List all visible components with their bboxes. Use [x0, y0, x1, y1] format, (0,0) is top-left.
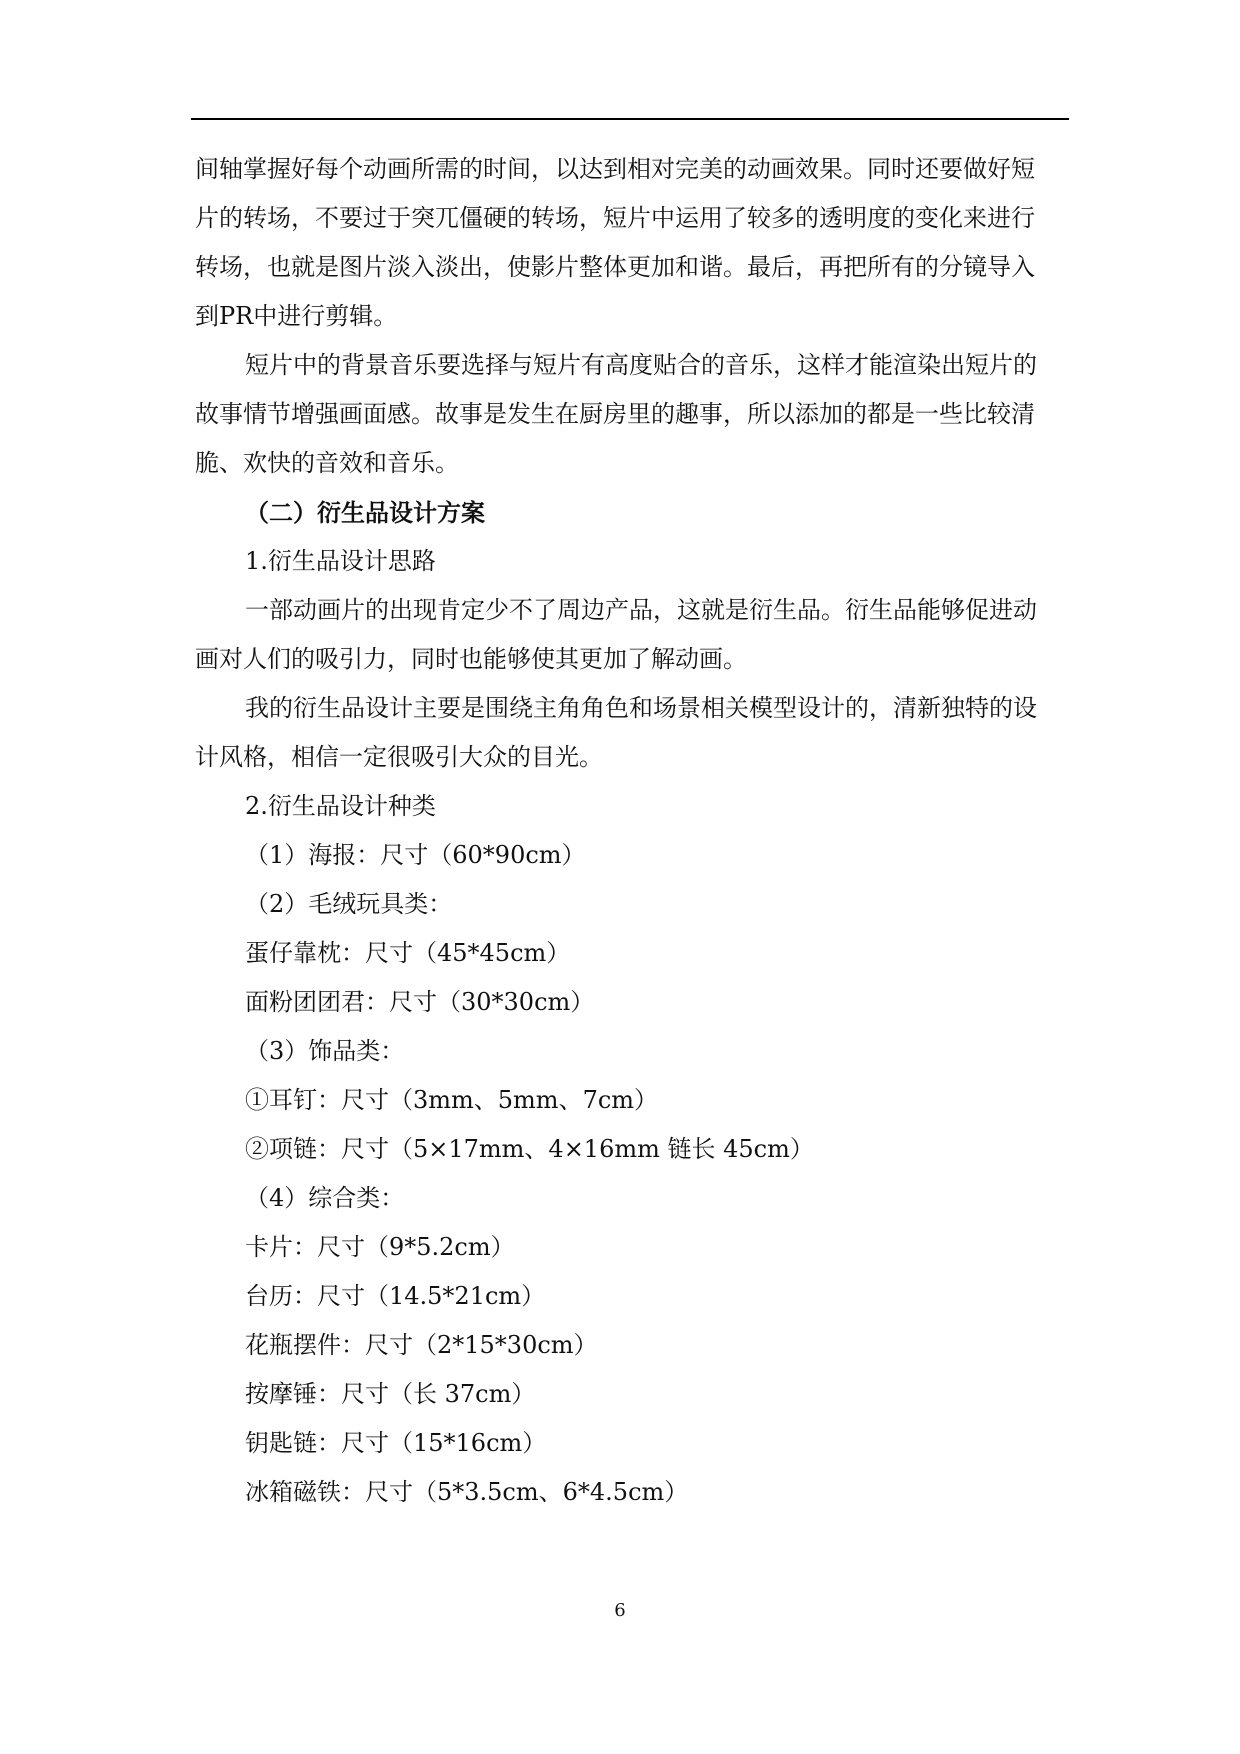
page-number: 6 — [614, 1600, 626, 1621]
list-item: （3）饰品类： — [245, 1037, 405, 1065]
list-item: 蛋仔靠枕：尺寸（45*45cm） — [245, 939, 571, 967]
body-line: 脆、欢快的音效和音乐。 — [195, 449, 459, 477]
section-heading: （二）衍生品设计方案 — [245, 498, 485, 527]
body-line: 片的转场，不要过于突兀僵硬的转场，短片中运用了较多的透明度的变化来进行 — [195, 204, 1035, 232]
list-item: （2）毛绒玩具类： — [245, 890, 453, 918]
page-body — [195, 145, 1075, 1517]
list-item: （4）综合类： — [245, 1184, 405, 1212]
list-item: 冰箱磁铁：尺寸（5*3.5cm、6*4.5cm） — [245, 1478, 689, 1506]
header-rule — [191, 118, 1069, 120]
list-item: 花瓶摆件：尺寸（2*15*30cm） — [245, 1331, 598, 1359]
list-item: 钥匙链：尺寸（15*16cm） — [245, 1429, 547, 1457]
list-item: 面粉团团君：尺寸（30*30cm） — [245, 988, 595, 1016]
list-item: 台历：尺寸（14.5*21cm） — [245, 1282, 546, 1310]
list-item: 按摩锤：尺寸（长 37cm） — [245, 1380, 536, 1408]
body-line: 一部动画片的出现肯定少不了周边产品，这就是衍生品。衍生品能够促进动 — [245, 596, 1037, 624]
body-line: 转场，也就是图片淡入淡出，使影片整体更加和谐。最后，再把所有的分镜导入 — [195, 253, 1035, 281]
list-item: ①耳钉：尺寸（3mm、5mm、7cm） — [245, 1086, 659, 1114]
subsection-title: 1.衍生品设计思路 — [245, 547, 436, 575]
body-line: 计风格，相信一定很吸引大众的目光。 — [195, 743, 603, 771]
body-line: 故事情节增强画面感。故事是发生在厨房里的趣事，所以添加的都是一些比较清 — [195, 400, 1035, 428]
subsection-title: 2.衍生品设计种类 — [245, 792, 436, 820]
body-line: 我的衍生品设计主要是围绕主角角色和场景相关模型设计的，清新独特的设 — [245, 694, 1037, 722]
list-item: （1）海报：尺寸（60*90cm） — [245, 841, 586, 869]
body-line: 画对人们的吸引力，同时也能够使其更加了解动画。 — [195, 645, 747, 673]
body-line: 到PR中进行剪辑。 — [195, 302, 398, 330]
body-line: 间轴掌握好每个动画所需的时间，以达到相对完美的动画效果。同时还要做好短 — [195, 155, 1035, 183]
list-item: 卡片：尺寸（9*5.2cm） — [245, 1233, 515, 1261]
body-line: 短片中的背景音乐要选择与短片有高度贴合的音乐，这样才能渲染出短片的 — [245, 351, 1037, 379]
list-item: ②项链：尺寸（5×17mm、4×16mm 链长 45cm） — [245, 1135, 814, 1163]
